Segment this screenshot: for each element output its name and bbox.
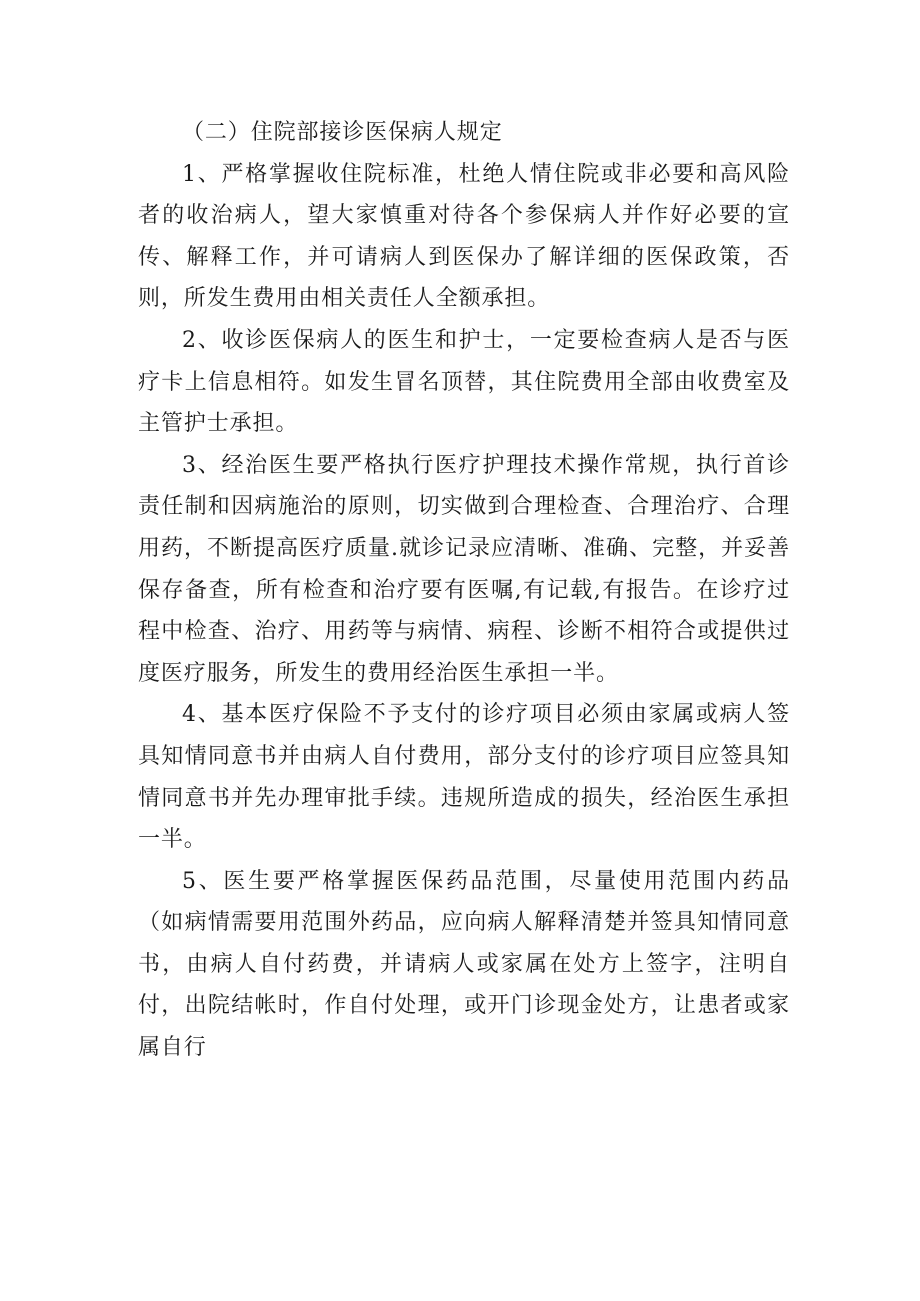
paragraph-5: 5、医生要严格掌握医保药品范围，尽量使用范围内药品（如病情需要用范围外药品，应向病人解释清楚并签具知情同意书，由病人自付药费，并请病人或家属在处方上签字，注明自付，出院结帐时，作自付处理，或开门诊现金处方，让患者或家属自行 [138, 868, 790, 1061]
paragraph-1: 1、严格掌握收住院标准，杜绝人情住院或非必要和高风险者的收治病人，望大家慎重对待各个参保病人并作好必要的宣传、解释工作，并可请病人到医保办了解详细的医保政策，否则，所发生费用由相关责任人全额承担。 [138, 161, 790, 312]
paragraph-4: 4、基本医疗保险不予支付的诊疗项目必须由家属或病人签具知情同意书并由病人自付费用，部分支付的诊疗项目应签具知情同意书并先办理审批手续。违规所造成的损失，经治医生承担一半。 [138, 702, 790, 853]
paragraph-2: 2、收诊医保病人的医生和护士，一定要检查病人是否与医疗卡上信息相符。如发生冒名顶替，其住院费用全部由收费室及主管护士承担。 [138, 327, 790, 437]
paragraph-3: 3、经治医生要严格执行医疗护理技术操作常规，执行首诊责任制和因病施治的原则，切实做到合理检查、合理治疗、合理用药，不断提高医疗质量.就诊记录应清晰、准确、完整，并妥善保存备查，所有检查和治疗要有医嘱,有记载,有报告。在诊疗过程中检查、治疗、用药等与病情、病程、诊断不相符合或提供过度医疗服务，所发生的费用经治医生承担一半。 [138, 452, 790, 686]
section-heading: （二）住院部接诊医保病人规定 [182, 120, 503, 145]
document-body [138, 112, 790, 1069]
